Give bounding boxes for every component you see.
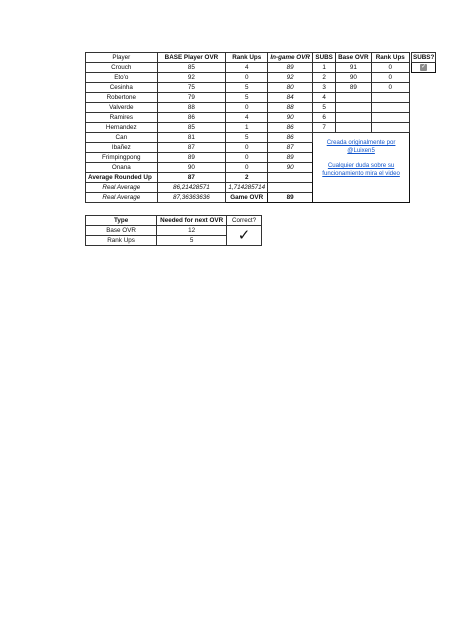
player-ingame: 89 bbox=[268, 63, 313, 73]
sub-number: 4 bbox=[313, 93, 336, 103]
player-row bbox=[86, 103, 410, 113]
player-base[interactable]: 85 bbox=[157, 63, 226, 73]
player-name[interactable]: Ramires bbox=[86, 113, 158, 123]
subs-toggle-cell bbox=[412, 63, 436, 73]
player-base[interactable]: 90 bbox=[157, 163, 226, 173]
player-name[interactable]: Robertone bbox=[86, 93, 158, 103]
player-row bbox=[86, 93, 410, 103]
sub-base[interactable] bbox=[336, 123, 371, 133]
player-ingame: 90 bbox=[268, 113, 313, 123]
real-average-label: Real Average bbox=[86, 183, 158, 193]
player-rank[interactable]: 0 bbox=[226, 153, 268, 163]
next-ovr-table bbox=[85, 215, 262, 246]
player-ingame: 84 bbox=[268, 93, 313, 103]
player-row bbox=[86, 83, 410, 93]
sub-base[interactable]: 91 bbox=[336, 63, 371, 73]
player-row bbox=[86, 113, 410, 123]
header-sub-rank-ups: Rank Ups bbox=[371, 53, 409, 63]
sub-rank[interactable]: 0 bbox=[371, 73, 409, 83]
sub-number: 1 bbox=[313, 63, 336, 73]
sub-rank[interactable] bbox=[371, 103, 409, 113]
player-ingame: 86 bbox=[268, 123, 313, 133]
player-name[interactable]: Valverde bbox=[86, 103, 158, 113]
player-rank[interactable]: 0 bbox=[226, 163, 268, 173]
subs-checkbox[interactable]: ✓ bbox=[421, 63, 427, 70]
player-rank[interactable]: 5 bbox=[226, 93, 268, 103]
main-table bbox=[85, 52, 410, 203]
real-average-ovr: 87,36363636 bbox=[157, 193, 226, 203]
average-rank: 2 bbox=[226, 173, 268, 183]
player-base[interactable]: 86 bbox=[157, 113, 226, 123]
player-ingame: 87 bbox=[268, 143, 313, 153]
average-label: Average Rounded Up bbox=[86, 173, 158, 183]
player-name[interactable]: Hernandez bbox=[86, 123, 158, 133]
header-base-ovr: BASE Player OVR bbox=[157, 53, 226, 63]
real-average-rank: 1,714285714 bbox=[226, 183, 268, 193]
game-ovr-label: Game OVR bbox=[226, 193, 268, 203]
sub-number: 7 bbox=[313, 123, 336, 133]
player-ingame: 88 bbox=[268, 103, 313, 113]
average-base: 87 bbox=[157, 173, 226, 183]
sub-rank[interactable]: 0 bbox=[371, 63, 409, 73]
player-ingame: 90 bbox=[268, 163, 313, 173]
player-base[interactable]: 85 bbox=[157, 123, 226, 133]
header-needed: Needed for next OVR bbox=[157, 216, 227, 226]
player-base[interactable]: 92 bbox=[157, 73, 226, 83]
sub-base[interactable] bbox=[336, 93, 371, 103]
player-row bbox=[86, 123, 410, 133]
player-name[interactable]: Crouch bbox=[86, 63, 158, 73]
real-average-ovr-label: Real Average bbox=[86, 193, 158, 203]
info-links-cell bbox=[313, 133, 410, 203]
player-rank[interactable]: 0 bbox=[226, 143, 268, 153]
sub-rank[interactable] bbox=[371, 123, 409, 133]
player-base[interactable]: 81 bbox=[157, 133, 226, 143]
subs-toggle-table bbox=[411, 52, 436, 73]
player-row bbox=[86, 133, 410, 143]
main-header-row bbox=[86, 53, 410, 63]
subs-toggle-header: SUBS? bbox=[413, 54, 435, 61]
sub-base[interactable] bbox=[336, 113, 371, 123]
next-header-row bbox=[86, 216, 262, 226]
sub-base[interactable]: 90 bbox=[336, 73, 371, 83]
sub-rank[interactable]: 0 bbox=[371, 83, 409, 93]
player-ingame: 92 bbox=[268, 73, 313, 83]
player-ingame: 89 bbox=[268, 153, 313, 163]
player-rank[interactable]: 4 bbox=[226, 63, 268, 73]
player-name[interactable]: Cesinha bbox=[86, 83, 158, 93]
correct-check-icon: ✓ bbox=[227, 226, 262, 246]
sub-number: 3 bbox=[313, 83, 336, 93]
player-rank[interactable]: 1 bbox=[226, 123, 268, 133]
player-base[interactable]: 75 bbox=[157, 83, 226, 93]
player-base[interactable]: 88 bbox=[157, 103, 226, 113]
header-rank-ups: Rank Ups bbox=[226, 53, 268, 63]
real-average-blank bbox=[268, 183, 313, 193]
player-base[interactable]: 89 bbox=[157, 153, 226, 163]
player-rank[interactable]: 4 bbox=[226, 113, 268, 123]
next-row bbox=[86, 226, 262, 236]
sub-rank[interactable] bbox=[371, 93, 409, 103]
player-name[interactable]: Eto'o bbox=[86, 73, 158, 83]
player-row bbox=[86, 73, 410, 83]
header-correct: Correct? bbox=[227, 216, 262, 226]
sub-base[interactable]: 89 bbox=[336, 83, 371, 93]
next-type: Rank Ups bbox=[86, 236, 157, 246]
sub-number: 6 bbox=[313, 113, 336, 123]
header-player: Player bbox=[86, 53, 158, 63]
real-average-base: 86,21428571 bbox=[157, 183, 226, 193]
header-ingame-ovr: In-game OVR bbox=[268, 53, 313, 63]
player-name[interactable]: Ibañez bbox=[86, 143, 158, 153]
player-rank[interactable]: 5 bbox=[226, 133, 268, 143]
player-name[interactable]: Onana bbox=[86, 163, 158, 173]
next-type: Base OVR bbox=[86, 226, 157, 236]
player-name[interactable]: Can bbox=[86, 133, 158, 143]
player-ingame: 86 bbox=[268, 133, 313, 143]
player-rank[interactable]: 5 bbox=[226, 83, 268, 93]
next-needed: 5 bbox=[157, 236, 227, 246]
header-type: Type bbox=[86, 216, 157, 226]
game-ovr-value: 89 bbox=[268, 193, 313, 203]
header-subs: SUBS bbox=[313, 53, 336, 63]
average-blank bbox=[268, 173, 313, 183]
sub-base[interactable] bbox=[336, 103, 371, 113]
player-base[interactable]: 79 bbox=[157, 93, 226, 103]
player-base[interactable]: 87 bbox=[157, 143, 226, 153]
player-rank[interactable]: 0 bbox=[226, 103, 268, 113]
sub-number: 5 bbox=[313, 103, 336, 113]
player-ingame: 80 bbox=[268, 83, 313, 93]
credit-link[interactable]: Creada originalmente por @Luixen5 bbox=[326, 139, 396, 154]
player-row bbox=[86, 63, 410, 73]
sub-rank[interactable] bbox=[371, 113, 409, 123]
next-needed: 12 bbox=[157, 226, 227, 236]
sub-number: 2 bbox=[313, 73, 336, 83]
help-video-link[interactable]: Cualquier duda sobre su funcionamiento mira el video bbox=[322, 162, 400, 177]
player-name[interactable]: Frimpingpong bbox=[86, 153, 158, 163]
header-sub-base-ovr: Base OVR bbox=[336, 53, 371, 63]
player-rank[interactable]: 0 bbox=[226, 73, 268, 83]
